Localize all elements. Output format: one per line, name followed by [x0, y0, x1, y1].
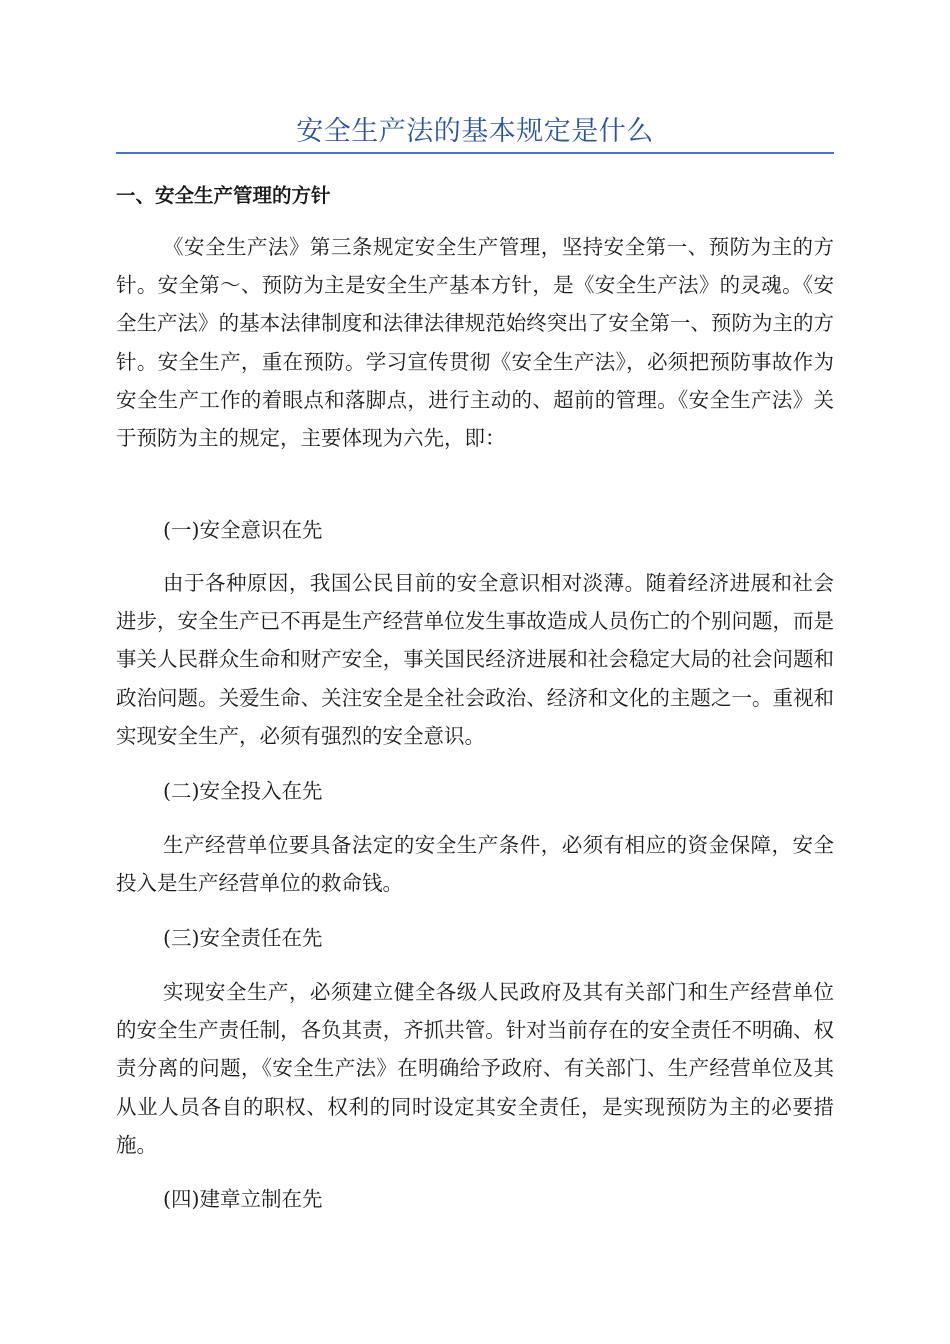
subheading-safety-awareness: (一)安全意识在先 — [163, 518, 323, 542]
subheading-safety-responsibility: (三)安全责任在先 — [163, 926, 323, 950]
title-underline — [116, 152, 834, 154]
document-title: 安全生产法的基本规定是什么 — [296, 116, 654, 147]
section-heading: 一、安全生产管理的方针 — [116, 184, 331, 207]
document-page — [116, 0, 834, 1211]
paragraph-safety-responsibility: 实现安全生产，必须建立健全各级人民政府及其有关部门和生产经营单位的安全生产责任制，各负其责，齐抓共管。针对当前存在的安全责任不明确、权责分离的问题，《安全生产法》在明确给予政府、有关部门、生产经营单位及其从业人员各自的职权、权利的同时设定其安全责任，是实现预防为主的必要措施。 — [116, 980, 834, 1157]
subheading-safety-investment: (二)安全投入在先 — [163, 779, 323, 803]
paragraph-safety-investment: 生产经营单位要具备法定的安全生产条件，必须有相应的资金保障，安全投入是生产经营单位的救命钱。 — [116, 833, 834, 896]
paragraph-safety-awareness: 由于各种原因，我国公民目前的安全意识相对淡薄。随着经济进展和社会进步，安全生产已不再是生产经营单位发生事故造成人员伤亡的个别问题，而是事关人民群众生命和财产安全，事关国民经济进展和社会稳定大局的社会问题和政治问题。关爱生命、关注安全是全社会政治、经济和文化的主题之一。重视和实现安全生产，必须有强烈的安全意识。 — [116, 571, 834, 748]
subheading-rules-first: (四)建章立制在先 — [163, 1187, 323, 1211]
intro-paragraph: 《安全生产法》第三条规定安全生产管理，坚持安全第一、预防为主的方针。安全第～、预防为主是安全生产基本方针，是《安全生产法》的灵魂。《安全生产法》的基本法律制度和法律法律规范始终突出了安全第一、预防为主的方针。安全生产，重在预防。学习宣传贯彻《安全生产法》，必须把预防事故作为安全生产工作的着眼点和落脚点，进行主动的、超前的管理。《安全生产法》关于预防为主的规定，主要体现为六先，即： — [116, 235, 834, 451]
